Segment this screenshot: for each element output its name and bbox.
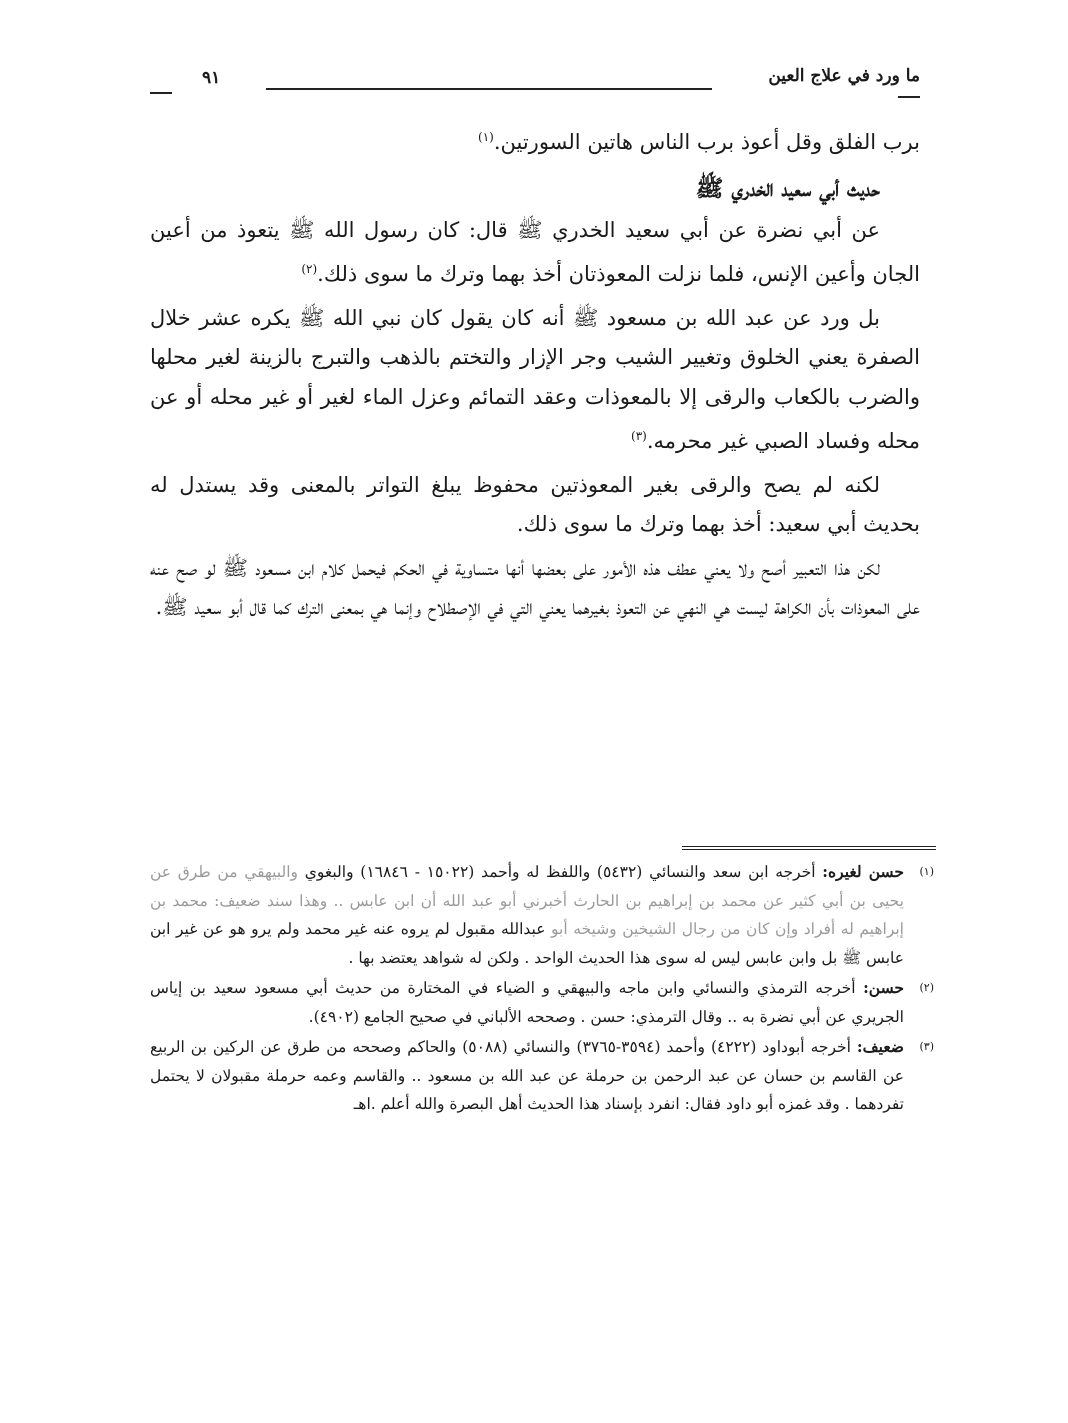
chapter-title: ما ورد في علاج العين — [768, 66, 920, 86]
paragraph-1: عن أبي نضرة عن أبي سعيد الخدري ﷺ قال: كان رسول الله ﷺ يتعوذ من أعين الجان وأعين الإنس، فلما نزلت المعوذتان أخذ بهما وترك ما سوى ذلك.$^{(٢)}$ — [150, 217, 920, 286]
footnote-1 — [150, 858, 934, 972]
footnote-ref-3: (٣) — [631, 429, 647, 443]
footnote-ref-2: (٢) — [301, 262, 318, 276]
footnote-number: (١) — [919, 865, 934, 878]
footnote-number: (٢) — [919, 981, 934, 994]
footnote-faded-text: والبيهقي من طرق عن يحيى بن أبي كثير عن محمد بن إبراهيم بن الحارث أخبرني أبو عبد الله أن ابن عابس .. وهذا سند ضعيف: محمد بن إبراهيم له أفراد وإن كان من رجال الشيخين وشيخه أبو — [150, 863, 904, 938]
paragraph-2: بل ورد عن عبد الله بن مسعود ﷺ أنه كان يقول كان نبي الله ﷺ يكره عشر خلال الصفرة يعني الخلوق وتغيير الشيب وجر الإزار والتختم بالذهب والتبرج بالزينة لغير محلها والضرب بالكعاب والرقى إلا بالمعوذات وعقد التمائم وعزل الماء لغير أو غير محله أو عن محله وفساد الصبي غير محرمه.$^{(٣)}$ — [150, 305, 920, 453]
footnote-grade: ضعيف: — [856, 1037, 904, 1056]
footnote-text: أخرجه ابن سعد والنسائي (٥٤٣٢) واللفظ له وأحمد (١٥٠٢٢ - ١٦٨٤٦) والبغوي — [304, 863, 816, 881]
footnote-text-rest: عبدالله مقبول لم يروه عنه غير محمد ولم يرو هو عن غير ابن عابس ﷺ بل وابن عابس ليس له سوى هذا الحديث الواحد . ولكن له شواهد يعتضد بها . — [150, 920, 904, 967]
header-rule-short-left — [150, 92, 172, 94]
paragraph-4: لكن هذا التعبير أصح ولا يعني عطف هذه الأمور على بعضها أنها متساوية في الحكم فيحمل كلام ابن مسعود ﷺ لو صح عنه على المعوذات بأن الكراهة ليست هي النهي عن التعوذ بغيرهما يعني التي في الإصطلاح وإنما هي بمعنى الترك كما قال أبو سعيد ﷺ. — [150, 555, 920, 619]
footnote-grade: حسن: — [863, 978, 904, 997]
page-header — [150, 66, 920, 106]
footnote-ref-1: (١) — [478, 130, 494, 144]
section-heading: حديث أبي سعيد الخدري ﷺ — [695, 174, 880, 202]
footnotes — [150, 858, 934, 1121]
page-number: ٩١ — [202, 68, 221, 88]
footnote-separator — [682, 846, 936, 850]
header-rule — [266, 88, 712, 90]
main-text — [150, 118, 920, 628]
paragraph-3: لكنه لم يصح والرقى بغير المعوذتين محفوظ يبلغ التواتر بالمعنى وقد يستدل له بحديث أبي سعيد: أخذ بهما وترك ما سوى ذلك. — [150, 472, 920, 536]
footnote-3 — [150, 1033, 934, 1119]
header-rule-short-right — [898, 96, 920, 98]
footnote-number: (٣) — [919, 1040, 934, 1053]
footnote-grade: حسن لغيره: — [822, 862, 904, 881]
footnote-text: أخرجه الترمذي والنسائي وابن ماجه والبيهقي و الضياء في المختارة من حديث أبي مسعود سعيد بن إياس الجريري عن أبي نضرة به .. وقال الترمذي: حسن . وصححه الألباني في صحيح الجامع (٤٩٠٢). — [150, 979, 904, 1026]
footnote-text: أخرجه أبوداود (٤٢٢٢) وأحمد (٣٥٩٤-٣٧٦٥) والنسائي (٥٠٨٨) والحاكم وصححه من طرق عن الركين بن الربيع عن القاسم بن حسان عن عبد الرحمن بن حرملة عن عبد الله بن مسعود .. والقاسم وعمه حرملة مقبولان لا يحتمل تفردهما . وقد غمزه أبو داود فقال: انفرد بإسناد هذا الحديث أهل البصرة والله أعلم .اهـ — [150, 1038, 904, 1113]
footnote-2 — [150, 974, 934, 1031]
paragraph-continuation: برب الفلق وقل أعوذ برب الناس هاتين السورتين.$^{(١)}$ — [478, 130, 920, 154]
